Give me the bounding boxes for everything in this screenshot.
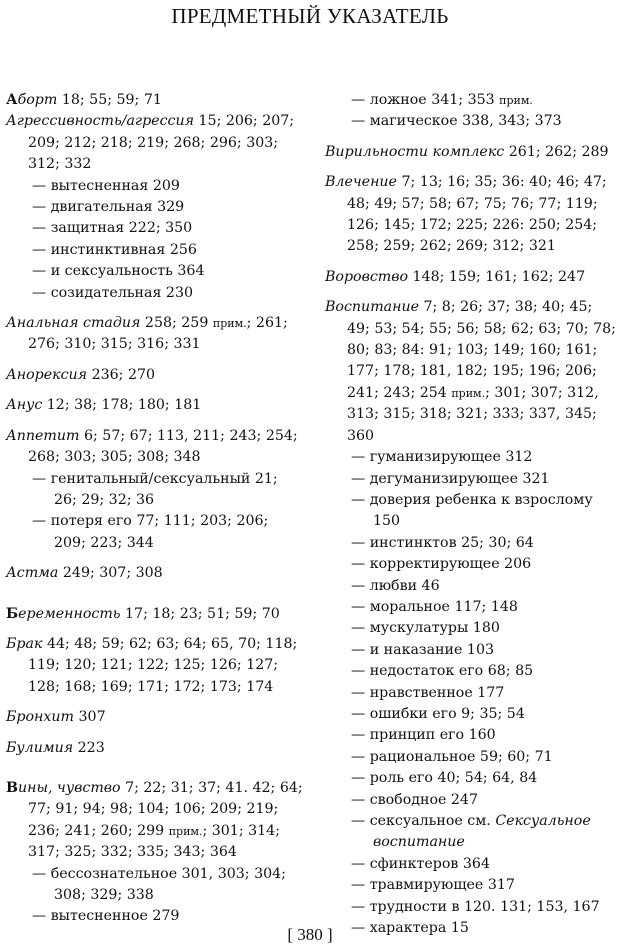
page-title: ПРЕДМЕТНЫЙ УКАЗАТЕЛЬ — [171, 4, 449, 28]
index-subentry: — рациональное 59; 60; 71 — [351, 748, 553, 765]
index-subentry: — ложное 341; 353 прим. — [351, 92, 533, 108]
index-entry-brak: Брак 44; 48; 59; 62; 63; 64; 65, 70; 118; 119; 120; 121; 122; 125; 126; 127; 128; 168; 169; 171; 172; 173; 174 — [6, 635, 298, 695]
index-entry-appetit: Аппетит 6; 57; 67; 113, 211; 243; 254; 268; 303; 305; 308; 348 — [6, 427, 298, 466]
index-entry-anus: Анус 12; 38; 178; 180; 181 — [6, 397, 202, 414]
index-subentry: — сексуальное см. Сексуальное воспитание — [351, 813, 591, 851]
index-entry-vorovstvo: Воровство 148; 159; 161; 162; 247 — [325, 268, 586, 285]
index-subentry: — потеря его 77; 111; 203; 206; 209; 223; 344 — [32, 513, 269, 551]
index-entry-astma: Астма 249; 307; 308 — [6, 565, 163, 582]
index-subentry: — вытесненная 209 — [32, 177, 180, 194]
index-entry-viny: Вины, чувство 7; 22; 31; 37; 41. 42; 64; 77; 91; 94; 98; 104; 106; 209; 219; 236; 241; 260; 299 прим.; 301; 314; 317; 325; 332; 335; 343; 364 — [6, 779, 303, 861]
index-entry-vlechenie: Влечение 7; 13; 16; 35; 36: 40; 46; 47; 48; 49; 57; 58; 67; 75; 76; 77; 119; 126; 145; 172; 225; 226: 250; 254; 258; 259; 262; 269; 312; 321 — [325, 174, 607, 255]
index-subentry: — магическое 338, 343; 373 — [351, 113, 562, 130]
index-column-right — [325, 90, 617, 939]
index-subentry: — генитальный/сексуальный 21; 26; 29; 32; 36 — [32, 470, 278, 508]
index-subentry: — любви 46 — [351, 577, 440, 594]
index-subentry: — мускулатуры 180 — [351, 620, 500, 637]
index-column-left — [6, 90, 304, 928]
index-subentry: — свободное 247 — [351, 791, 478, 808]
index-subentry: — корректирующее 206 — [351, 556, 532, 573]
index-subentry: — вытесненное 279 — [32, 908, 180, 925]
index-subentry: — принцип его 160 — [351, 727, 496, 744]
index-subentry: — недостаток его 68; 85 — [351, 663, 534, 680]
index-subentry: — бессознательное 301, 303; 304; 308; 329; 338 — [32, 865, 286, 903]
index-entry-beremennost: Беременность 17; 18; 23; 51; 59; 70 — [6, 605, 280, 622]
index-entry-analnaya: Анальная стадия 258; 259 прим.; 261; 276; 310; 315; 316; 331 — [6, 315, 288, 353]
index-subentry: — сфинктеров 364 — [351, 855, 490, 872]
index-subentry: — доверия ребенка к взрослому 150 — [351, 491, 593, 530]
index-entry-bulimiya: Булимия 223 — [6, 739, 105, 756]
index-subentry: — трудности в 120. 131; 153, 167 — [351, 898, 600, 915]
index-subentry: — инстинктивная 256 — [32, 241, 197, 258]
index-entry-anoreksiya: Анорексия 236; 270 — [6, 366, 156, 383]
index-subentry: — созидательная 230 — [32, 284, 194, 301]
index-entry-virilnosti: Вирильности комплекс 261; 262; 289 — [325, 143, 609, 160]
index-subentry: — роль его 40; 54; 64, 84 — [351, 770, 538, 787]
index-subentry: — нравственное 177 — [351, 684, 505, 701]
index-entry-vospitanie: Воспитание 7; 8; 26; 37; 38; 40; 45; 49; 53; 54; 55; 56; 58; 62; 63; 70; 78; 80; 83; 84: 91; 103; 149; 160; 161; 177; 178; 181, 182; 195; 196; 206; 241; 243; 254 прим.; 301; 307; 312, 313; 315; 318; 321; 333; 337, 345; 360 — [325, 299, 616, 444]
index-entry-bronhit: Бронхит 307 — [6, 709, 106, 726]
index-subentry: — гуманизирующее 312 — [351, 449, 533, 466]
index-subentry: — характера 15 — [351, 920, 469, 937]
index-entry-abort: Аборт 18; 55; 59; 71 — [6, 92, 162, 108]
index-subentry: — и сексуальность 364 — [32, 263, 205, 280]
index-subentry: — защитная 222; 350 — [32, 220, 193, 237]
index-subentry: — ошибки его 9; 35; 54 — [351, 705, 525, 722]
index-subentry: — двигательная 329 — [32, 199, 185, 216]
index-subentry: — моральное 117; 148 — [351, 598, 518, 615]
index-subentry: — травмирующее 317 — [351, 877, 515, 894]
index-subentry: — и наказание 103 — [351, 641, 494, 658]
index-subentry: — дегуманизирующее 321 — [351, 470, 550, 487]
page-number: [ 380 ] — [287, 925, 333, 944]
index-subentry: — инстинктов 25; 30; 64 — [351, 534, 534, 551]
index-entry-agressivnost: Агрессивность/агрессия 15; 206; 207; 209; 212; 218; 219; 268; 296; 303; 312; 332 — [6, 113, 295, 173]
